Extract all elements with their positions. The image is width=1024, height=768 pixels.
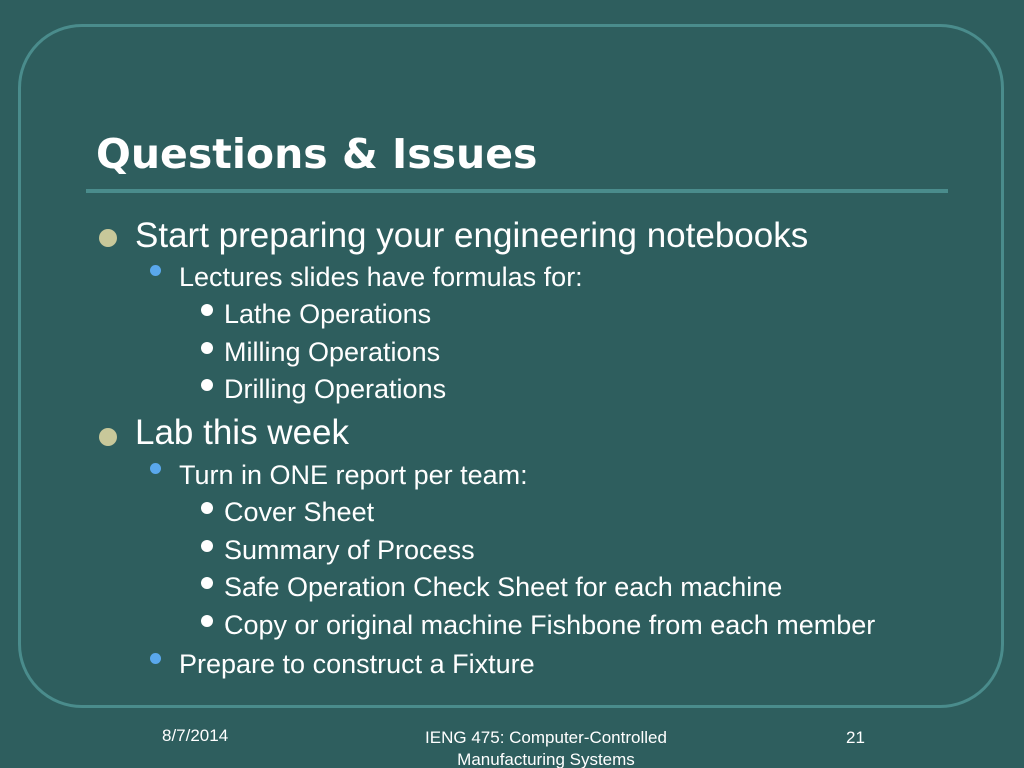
level3-bullet-icon: [201, 577, 213, 589]
level3-bullet-icon: [201, 615, 213, 627]
bullet-level3-safe-operation: Safe Operation Check Sheet for each machine: [224, 572, 783, 602]
bullet-level3-drilling: Drilling Operations: [224, 374, 447, 404]
footer-course-line1: IENG 475: Computer-Controlled: [425, 728, 667, 747]
footer-page-number: 21: [846, 728, 865, 747]
level3-bullet-icon: [201, 304, 213, 316]
bullet-level3-summary: Summary of Process: [224, 535, 475, 565]
level2-bullet-icon: [150, 463, 161, 474]
slide-frame: [18, 24, 1004, 708]
bullet-level3-milling: Milling Operations: [224, 337, 441, 367]
bullet-level3-fishbone: Copy or original machine Fishbone from each member: [224, 610, 876, 640]
bullet-level1-lab: Lab this week: [135, 413, 350, 452]
level3-bullet-icon: [201, 379, 213, 391]
level1-bullet-icon: [99, 428, 117, 446]
footer-date: 8/7/2014: [162, 726, 229, 745]
level2-bullet-icon: [150, 653, 161, 664]
level1-bullet-icon: [99, 229, 117, 247]
level3-bullet-icon: [201, 540, 213, 552]
level3-bullet-icon: [201, 502, 213, 514]
bullet-level1-notebooks: Start preparing your engineering notebooks: [135, 216, 809, 255]
slide-title: Questions & Issues: [96, 130, 538, 178]
bullet-level2-formulas: Lectures slides have formulas for:: [179, 262, 583, 292]
level3-bullet-icon: [201, 342, 213, 354]
bullet-level2-report: Turn in ONE report per team:: [179, 460, 528, 490]
level2-bullet-icon: [150, 265, 161, 276]
bullet-level2-fixture: Prepare to construct a Fixture: [179, 649, 535, 679]
footer-course-line2: Manufacturing Systems: [457, 750, 635, 768]
bullet-level3-cover: Cover Sheet: [224, 497, 375, 527]
title-underline: [86, 189, 948, 193]
bullet-level3-lathe: Lathe Operations: [224, 299, 432, 329]
